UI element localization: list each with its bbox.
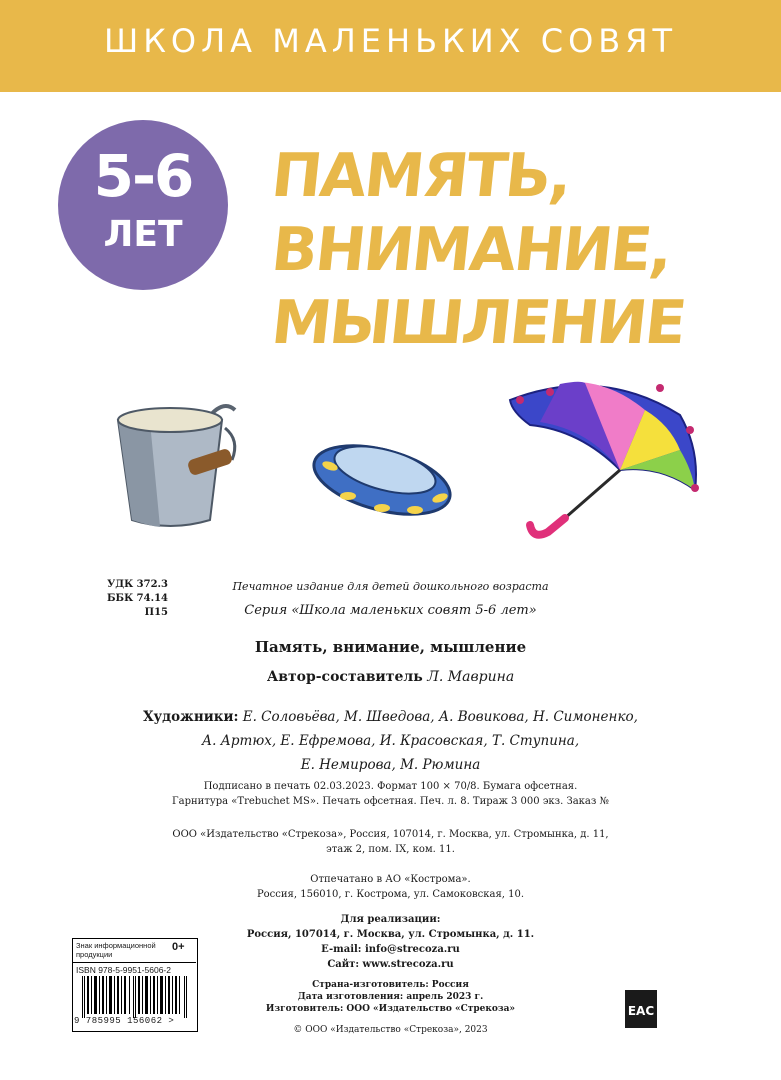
artists-names-1: Е. Соловьёва, М. Шведова, А. Вовикова, Н. Симоненко, <box>242 709 638 725</box>
age-number: 5-6 <box>93 142 193 210</box>
printing-house <box>0 872 781 902</box>
eac-mark <box>625 990 657 1028</box>
barcode-icon <box>80 976 190 1018</box>
artists-block <box>0 705 781 777</box>
artists-line-2: А. Артюх, Е. Ефремова, И. Красовская, Т. Ступина, <box>201 733 580 749</box>
country-line: Страна-изготовитель: Россия <box>312 980 469 990</box>
print-line-2: Гарнитура «Trebuchet MS». Печать офсетная. Печ. л. 8. Тираж 3 000 экз. Заказ № <box>172 796 609 807</box>
artists-line-3: Е. Немирова, М. Рюмина <box>300 757 481 773</box>
info-label: Знак информационной продукции <box>76 941 156 959</box>
series-title: ШКОЛА МАЛЕНЬКИХ СОВЯТ <box>103 22 678 60</box>
book-title-line-2: ВНИМАНИЕ, <box>268 215 675 285</box>
sale-address: Россия, 107014, г. Москва, ул. Стромынка, д. 11. <box>246 929 535 940</box>
artists-label: Художники: <box>143 709 239 725</box>
eac-text: EAC <box>627 1004 655 1018</box>
sale-label: Для реализации: <box>340 914 441 925</box>
age-word: ЛЕТ <box>103 214 183 255</box>
barcode-number: 9 785995 156062 > <box>74 1016 175 1026</box>
sale-email: E-mail: info@strecoza.ru <box>321 944 460 955</box>
publisher-line-2: этаж 2, пом. IX, ком. 11. <box>326 844 455 855</box>
edition-note: Печатное издание для детей дошкольного возраста <box>232 580 549 593</box>
manufacturer-line: Изготовитель: ООО «Издательство «Стрекоза» <box>265 1004 516 1014</box>
author-line <box>0 669 781 685</box>
copyright: © ООО «Издательство «Стрекоза», 2023 <box>293 1025 488 1035</box>
publisher-address <box>0 827 781 857</box>
book-title: Память, внимание, мышление <box>254 638 527 656</box>
age-rating: 0+ <box>172 941 185 953</box>
book-title-line-1: ПАМЯТЬ, <box>268 141 574 211</box>
info-product-mark <box>72 938 196 963</box>
umbrella-icon <box>510 382 699 535</box>
bbk-code: ББК 74.14 <box>107 593 168 604</box>
tambourine-icon <box>307 433 458 527</box>
book-title-line-3: МЫШЛЕНИЕ <box>268 288 688 358</box>
publisher-line-1: ООО «Издательство «Стрекоза», Россия, 107014, г. Москва, ул. Стромынка, д. 11, <box>172 829 609 840</box>
udk-code: УДК 372.3 <box>107 579 168 590</box>
print-details <box>0 779 781 809</box>
author-label: Автор-составитель <box>266 669 423 685</box>
sale-site: Сайт: www.strecoza.ru <box>327 959 454 970</box>
date-line: Дата изготовления: апрель 2023 г. <box>297 992 484 1002</box>
author-mark: П15 <box>144 607 168 618</box>
bucket-icon <box>118 406 235 527</box>
series-line: Серия «Школа маленьких совят 5-6 лет» <box>244 603 537 618</box>
print-line-1: Подписано в печать 02.03.2023. Формат 100 × 70/8. Бумага офсетная. <box>203 781 578 792</box>
artists-line-1 <box>0 705 781 729</box>
author-name: Л. Маврина <box>427 669 515 685</box>
illustrations <box>0 370 781 550</box>
printed-line-1: Отпечатано в АО «Кострома». <box>310 874 471 885</box>
printed-line-2: Россия, 156010, г. Кострома, ул. Самоковская, 10. <box>256 889 525 900</box>
isbn-number: ISBN 978-5-9951-5606-2 <box>76 965 171 975</box>
eac-icon <box>625 990 657 1028</box>
